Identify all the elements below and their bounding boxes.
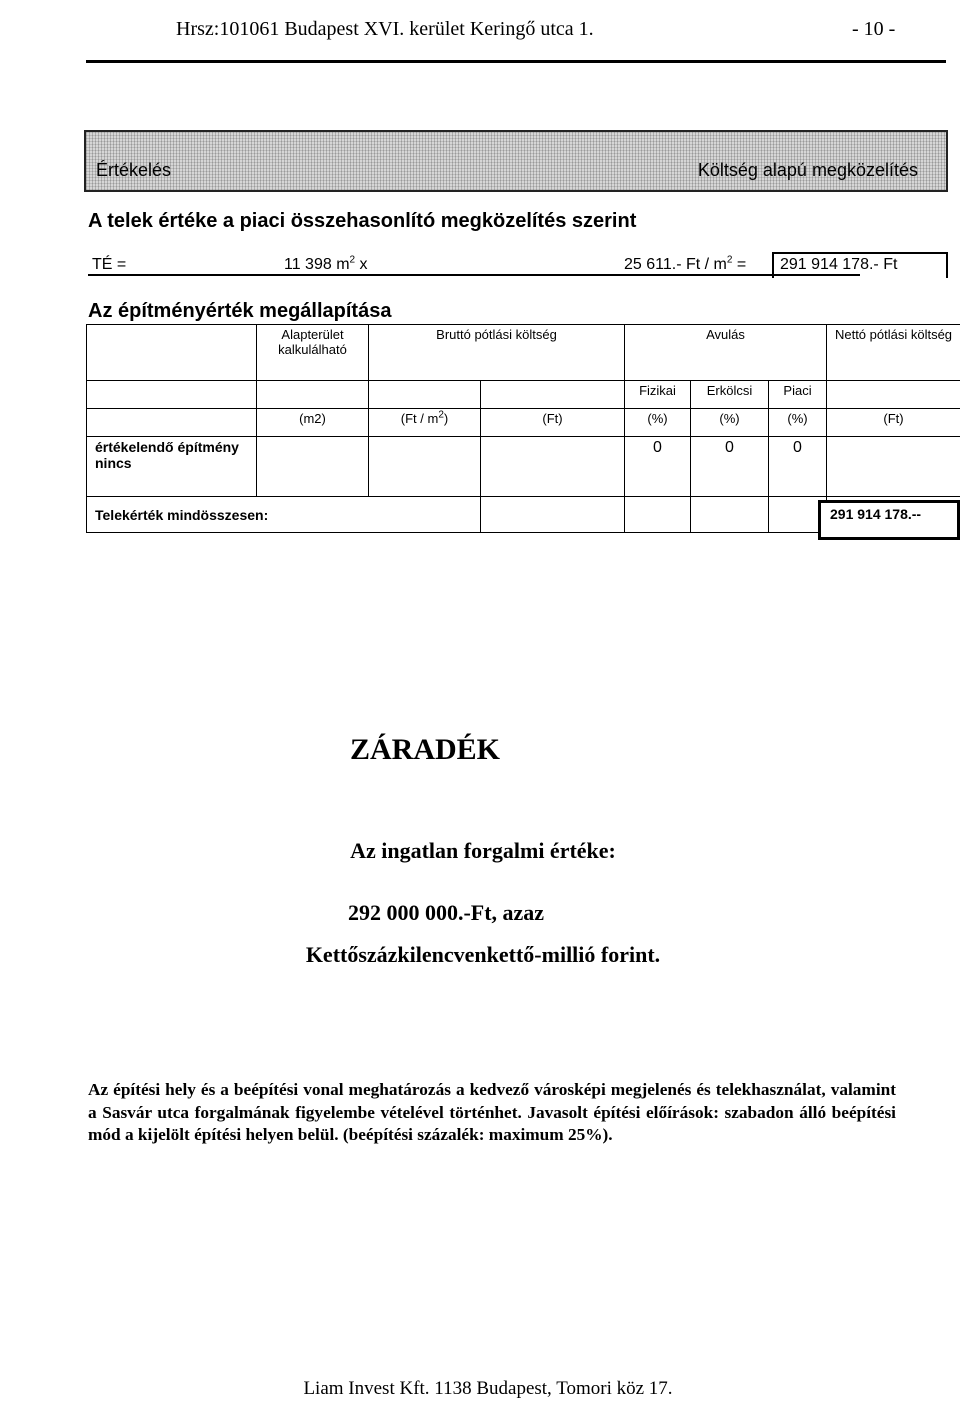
te-result: 291 914 178.- Ft [780,256,898,273]
sub-blank-1 [87,381,257,409]
unit-blank [87,409,257,437]
row-brutto-unit [369,437,481,497]
total-blank-3 [691,497,769,533]
row-netto [827,437,960,497]
sub-fizikai: Fizikai [625,381,691,409]
unit-pct-piaci: (%) [769,409,827,437]
unit-ft-m2-text: (Ft / m [400,411,439,426]
unit-ft-m2 [369,409,481,437]
zaradek-title: ZÁRADÉK [349,733,500,766]
header-blank [87,325,257,381]
sub-blank-2 [257,381,369,409]
total-value: 291 914 178.-- [830,506,922,522]
header-alapterulet: Alapterület kalkulálható [257,325,369,381]
unit-pct-erkolcsi: (%) [691,409,769,437]
unit-ft-m2-sup: 2 [438,409,444,421]
row-brutto-ft [481,437,625,497]
te-unit-price-suffix: = [732,256,747,273]
te-unit-price [624,256,746,274]
footer-company: Liam Invest Kft. 1138 Budapest, Tomori köz 17. [303,1378,673,1399]
sub-erkolcsi: Erkölcsi [691,381,769,409]
unit-ft-netto: (Ft) [827,409,960,437]
building-rules-paragraph: Az építési hely és a beépítési vonal meghatározás a kedvező városképi megjelenés és telekhasználat, valamint a Sasvár utca forgalmának figyelembe vételével történhet. Javasolt építési előírások: szabadon álló beépítési mód a kijelölt építési helyen belül. (beépítési százalék: maximum 25%). [88,1080,896,1144]
telek-title: A telek értéke a piaci összehasonlító megközelítés szerint [88,210,637,232]
total-blank-2 [625,497,691,533]
section-banner [84,130,948,192]
total-label: Telekérték mindösszesen: [87,497,481,533]
zaradek-amount: 292 000 000.-Ft, azaz [347,900,545,925]
sub-blank-5 [827,381,960,409]
unit-pct-fizikai: (%) [625,409,691,437]
zaradek-subtitle: Az ingatlan forgalmi értéke: [350,838,616,863]
header-divider [86,60,946,63]
te-unit-price-value: 25 611.- Ft / m [624,256,727,273]
te-area [284,256,368,274]
te-area-suffix: x [355,256,368,273]
page-number: - 10 - [852,18,896,40]
header-avulas: Avulás [625,325,827,381]
header-netto: Nettó pótlási költség [827,325,960,381]
te-area-value: 11 398 m [284,256,350,273]
epitmeny-title: Az építményérték megállapítása [88,300,392,322]
total-blank-1 [481,497,625,533]
unit-ft-m2-close: ) [443,411,449,426]
te-area-sup: 2 [349,254,356,266]
row-label: értékelendő építmény nincs [87,437,257,497]
row-erkolcsi: 0 [691,437,769,497]
header-address: Hrsz:101061 Budapest XVI. kerület Keringő utca 1. [176,18,594,40]
banner-title-left: Értékelés [96,160,172,180]
row-fizikai: 0 [625,437,691,497]
header-brutto: Bruttó pótlási költség [369,325,625,381]
te-unit-price-sup: 2 [726,254,733,266]
banner-title-right: Költség alapú megközelítés [697,160,918,180]
sub-piaci: Piaci [769,381,827,409]
row-piaci: 0 [769,437,827,497]
unit-ft: (Ft) [481,409,625,437]
zaradek-words: Kettőszázkilencvenkettő-millió forint. [305,942,661,967]
sub-blank-4 [481,381,625,409]
row-alapterulet [257,437,369,497]
unit-m2: (m2) [257,409,369,437]
te-underline [88,274,860,276]
sub-blank-3 [369,381,481,409]
te-label: TÉ = [92,256,127,273]
